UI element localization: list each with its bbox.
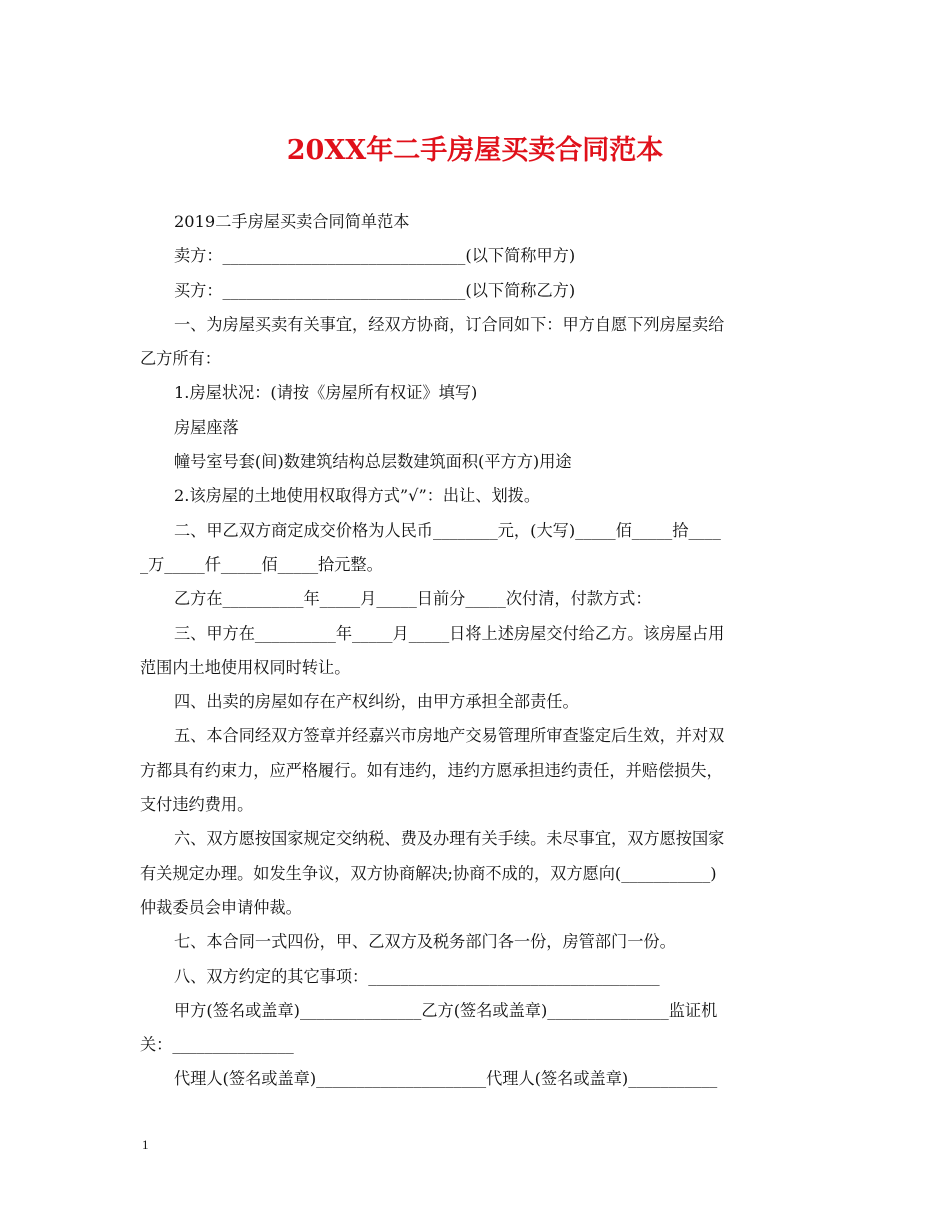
house-location-line: 房屋座落 bbox=[174, 417, 239, 437]
page-number: 1 bbox=[142, 1137, 149, 1152]
clause-4-line: 四、出卖的房屋如存在产权纠纷，由甲方承担全部责任。 bbox=[174, 692, 579, 712]
clause-5-cont-2: 支付违约费用。 bbox=[140, 795, 254, 815]
clause-6-cont-1: 有关规定办理。如发生争议，双方协商解决;协商不成的，双方愿向(___________) bbox=[140, 863, 717, 883]
payment-line: 乙方在__________年_____月_____日前分_____次付清，付款方式： bbox=[174, 589, 652, 609]
agent-signature-line: 代理人(签名或盖章)_____________________代理人(签名或盖章)___________ bbox=[174, 1069, 718, 1089]
clause-3-cont: 范围内土地使用权同时转让。 bbox=[140, 657, 351, 677]
clause-5-line: 五、本合同经双方签章并经嘉兴市房地产交易管理所审查鉴定后生效，并对双 bbox=[174, 726, 725, 746]
clause-1-cont: 乙方所有： bbox=[140, 349, 221, 369]
document-title: 20XX年二手房屋买卖合同范本 bbox=[286, 135, 664, 166]
clause-8-line: 八、双方约定的其它事项：____________________________________ bbox=[174, 966, 660, 986]
signature-line: 甲方(签名或盖章)_______________乙方(签名或盖章)_______________监证机 bbox=[174, 1000, 718, 1020]
buyer-line: 买方：______________________________(以下简称乙方) bbox=[174, 280, 576, 300]
clause-2-cont: _万_____仟_____佰_____拾元整。 bbox=[140, 554, 383, 574]
clause-5-cont-1: 方都具有约束力，应严格履行。如有违约，违约方愿承担违约责任，并赔偿损失， bbox=[140, 760, 723, 780]
house-status-line: 1.房屋状况：(请按《房屋所有权证》填写) bbox=[174, 383, 478, 403]
subtitle-line: 2019二手房屋买卖合同简单范本 bbox=[174, 212, 410, 231]
clause-6-cont-2: 仲裁委员会申请仲裁。 bbox=[140, 897, 302, 917]
signature-cont: 关：_______________ bbox=[140, 1035, 294, 1055]
clause-1-line: 一、为房屋买卖有关事宜，经双方协商，订合同如下：甲方自愿下列房屋卖给 bbox=[174, 314, 725, 334]
clause-6-line: 六、双方愿按国家规定交纳税、费及办理有关手续。未尽事宜，双方愿按国家 bbox=[174, 829, 725, 849]
house-details-line: 幢号室号套(间)数建筑结构总层数建筑面积(平方方)用途 bbox=[174, 452, 572, 472]
land-use-line: 2.该房屋的土地使用权取得方式”√”：出让、划拨。 bbox=[174, 486, 541, 506]
clause-2-line: 二、甲乙双方商定成交价格为人民币________元，(大写)_____佰_____拾____ bbox=[174, 520, 721, 540]
clause-7-line: 七、本合同一式四份，甲、乙双方及税务部门各一份，房管部门一份。 bbox=[174, 932, 676, 952]
clause-3-line: 三、甲方在__________年_____月_____日将上述房屋交付给乙方。该房屋占用 bbox=[174, 623, 725, 643]
document-body bbox=[140, 205, 812, 1097]
seller-line: 卖方：______________________________(以下简称甲方) bbox=[174, 246, 576, 266]
